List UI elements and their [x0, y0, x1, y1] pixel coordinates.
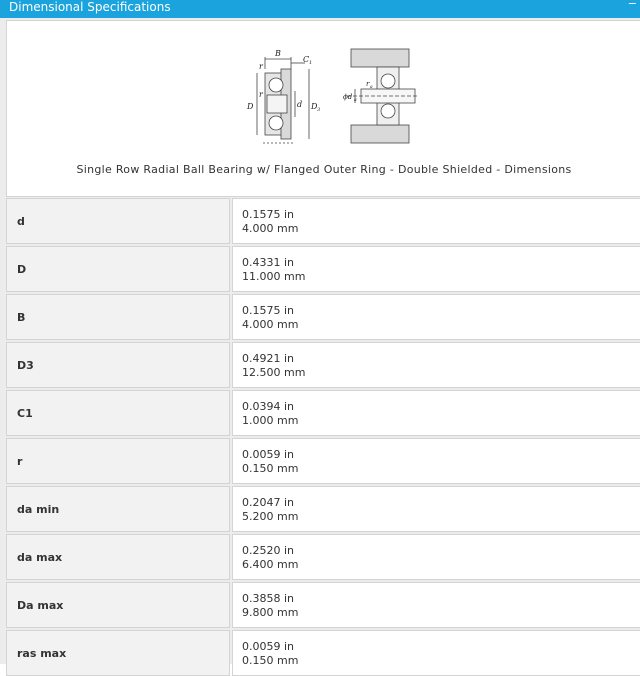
label-C1: C [303, 55, 310, 64]
spec-label-cell [6, 630, 230, 676]
spec-row [6, 294, 640, 340]
spec-row [6, 534, 640, 580]
minus-icon[interactable]: − [627, 0, 637, 10]
spec-value-mm: 4.000 mm [242, 222, 299, 235]
spec-value-mm: 4.000 mm [242, 318, 299, 331]
spec-value-inch: 0.0394 in [242, 400, 295, 413]
spec-panel-body [0, 18, 640, 667]
spec-row [6, 198, 640, 244]
label-C1-sub: 1 [309, 60, 313, 66]
spec-value-cell [232, 246, 640, 292]
spec-value-mm: 11.000 mm [242, 270, 306, 283]
spec-label: B [17, 311, 26, 324]
spec-value-mm: 12.500 mm [242, 366, 306, 379]
spec-row [6, 390, 640, 436]
label-ra-sub: a [370, 85, 373, 90]
spec-label-cell [6, 390, 230, 436]
spec-label: D [17, 263, 27, 276]
spec-label: d [17, 215, 25, 228]
spec-label: C1 [17, 407, 33, 420]
spec-row [6, 438, 640, 484]
spec-value-mm: 0.150 mm [242, 654, 299, 667]
spec-value-inch: 0.3858 in [242, 592, 295, 605]
spec-label-cell [6, 438, 230, 484]
spec-row [6, 486, 640, 532]
label-D3: D [311, 102, 318, 111]
spec-value-cell [232, 486, 640, 532]
spec-label-cell [6, 534, 230, 580]
label-ra: r [366, 80, 370, 88]
spec-value-cell [232, 438, 640, 484]
label-B: B [275, 49, 281, 58]
figure-caption: Single Row Radial Ball Bearing w/ Flanged Outer Ring - Double Shielded - Dimensions [76, 163, 572, 176]
spec-value-cell [232, 630, 640, 676]
spec-value-inch: 0.4921 in [242, 352, 295, 365]
panel-header [0, 0, 640, 18]
spec-label-cell [6, 486, 230, 532]
spec-label: ras max [17, 647, 67, 660]
bearing-diagram [243, 45, 423, 155]
label-phi-da: ϕd [343, 93, 353, 101]
spec-label-cell [6, 294, 230, 340]
spec-value-cell [232, 534, 640, 580]
spec-row [6, 630, 640, 676]
label-phi-da-sub: a [354, 98, 357, 103]
spec-label-cell [6, 246, 230, 292]
label-d: d [297, 100, 303, 109]
spec-value-mm: 5.200 mm [242, 510, 299, 523]
spec-label: Da max [17, 599, 64, 612]
spec-value-mm: 1.000 mm [242, 414, 299, 427]
label-D: D [247, 102, 254, 111]
spec-value-inch: 0.4331 in [242, 256, 295, 269]
spec-label-cell [6, 342, 230, 388]
spec-row [6, 582, 640, 628]
spec-value-mm: 0.150 mm [242, 462, 299, 475]
spec-value-cell [232, 342, 640, 388]
label-D3-sub: 3 [317, 107, 321, 113]
spec-value-mm: 9.800 mm [242, 606, 299, 619]
label-r-mid: r [259, 90, 263, 99]
panel-title: Dimensional Specifications [9, 0, 171, 14]
spec-value-cell [232, 294, 640, 340]
spec-label: da max [17, 551, 63, 564]
label-r-top: r [259, 62, 263, 71]
spec-value-cell [232, 198, 640, 244]
spec-label-cell [6, 198, 230, 244]
spec-value-cell [232, 390, 640, 436]
spec-value-inch: 0.2520 in [242, 544, 295, 557]
spec-value-inch: 0.2047 in [242, 496, 295, 509]
spec-label: D3 [17, 359, 34, 372]
spec-row [6, 246, 640, 292]
spec-value-inch: 0.1575 in [242, 304, 295, 317]
spec-label: r [17, 455, 23, 468]
spec-value-inch: 0.1575 in [242, 208, 295, 221]
spec-value-inch: 0.0059 in [242, 640, 295, 653]
spec-label: da min [17, 503, 60, 516]
spec-row [6, 342, 640, 388]
bearing-figure [6, 20, 640, 197]
spec-value-mm: 6.400 mm [242, 558, 299, 571]
spec-value-cell [232, 582, 640, 628]
spec-value-inch: 0.0059 in [242, 448, 295, 461]
spec-label-cell [6, 582, 230, 628]
